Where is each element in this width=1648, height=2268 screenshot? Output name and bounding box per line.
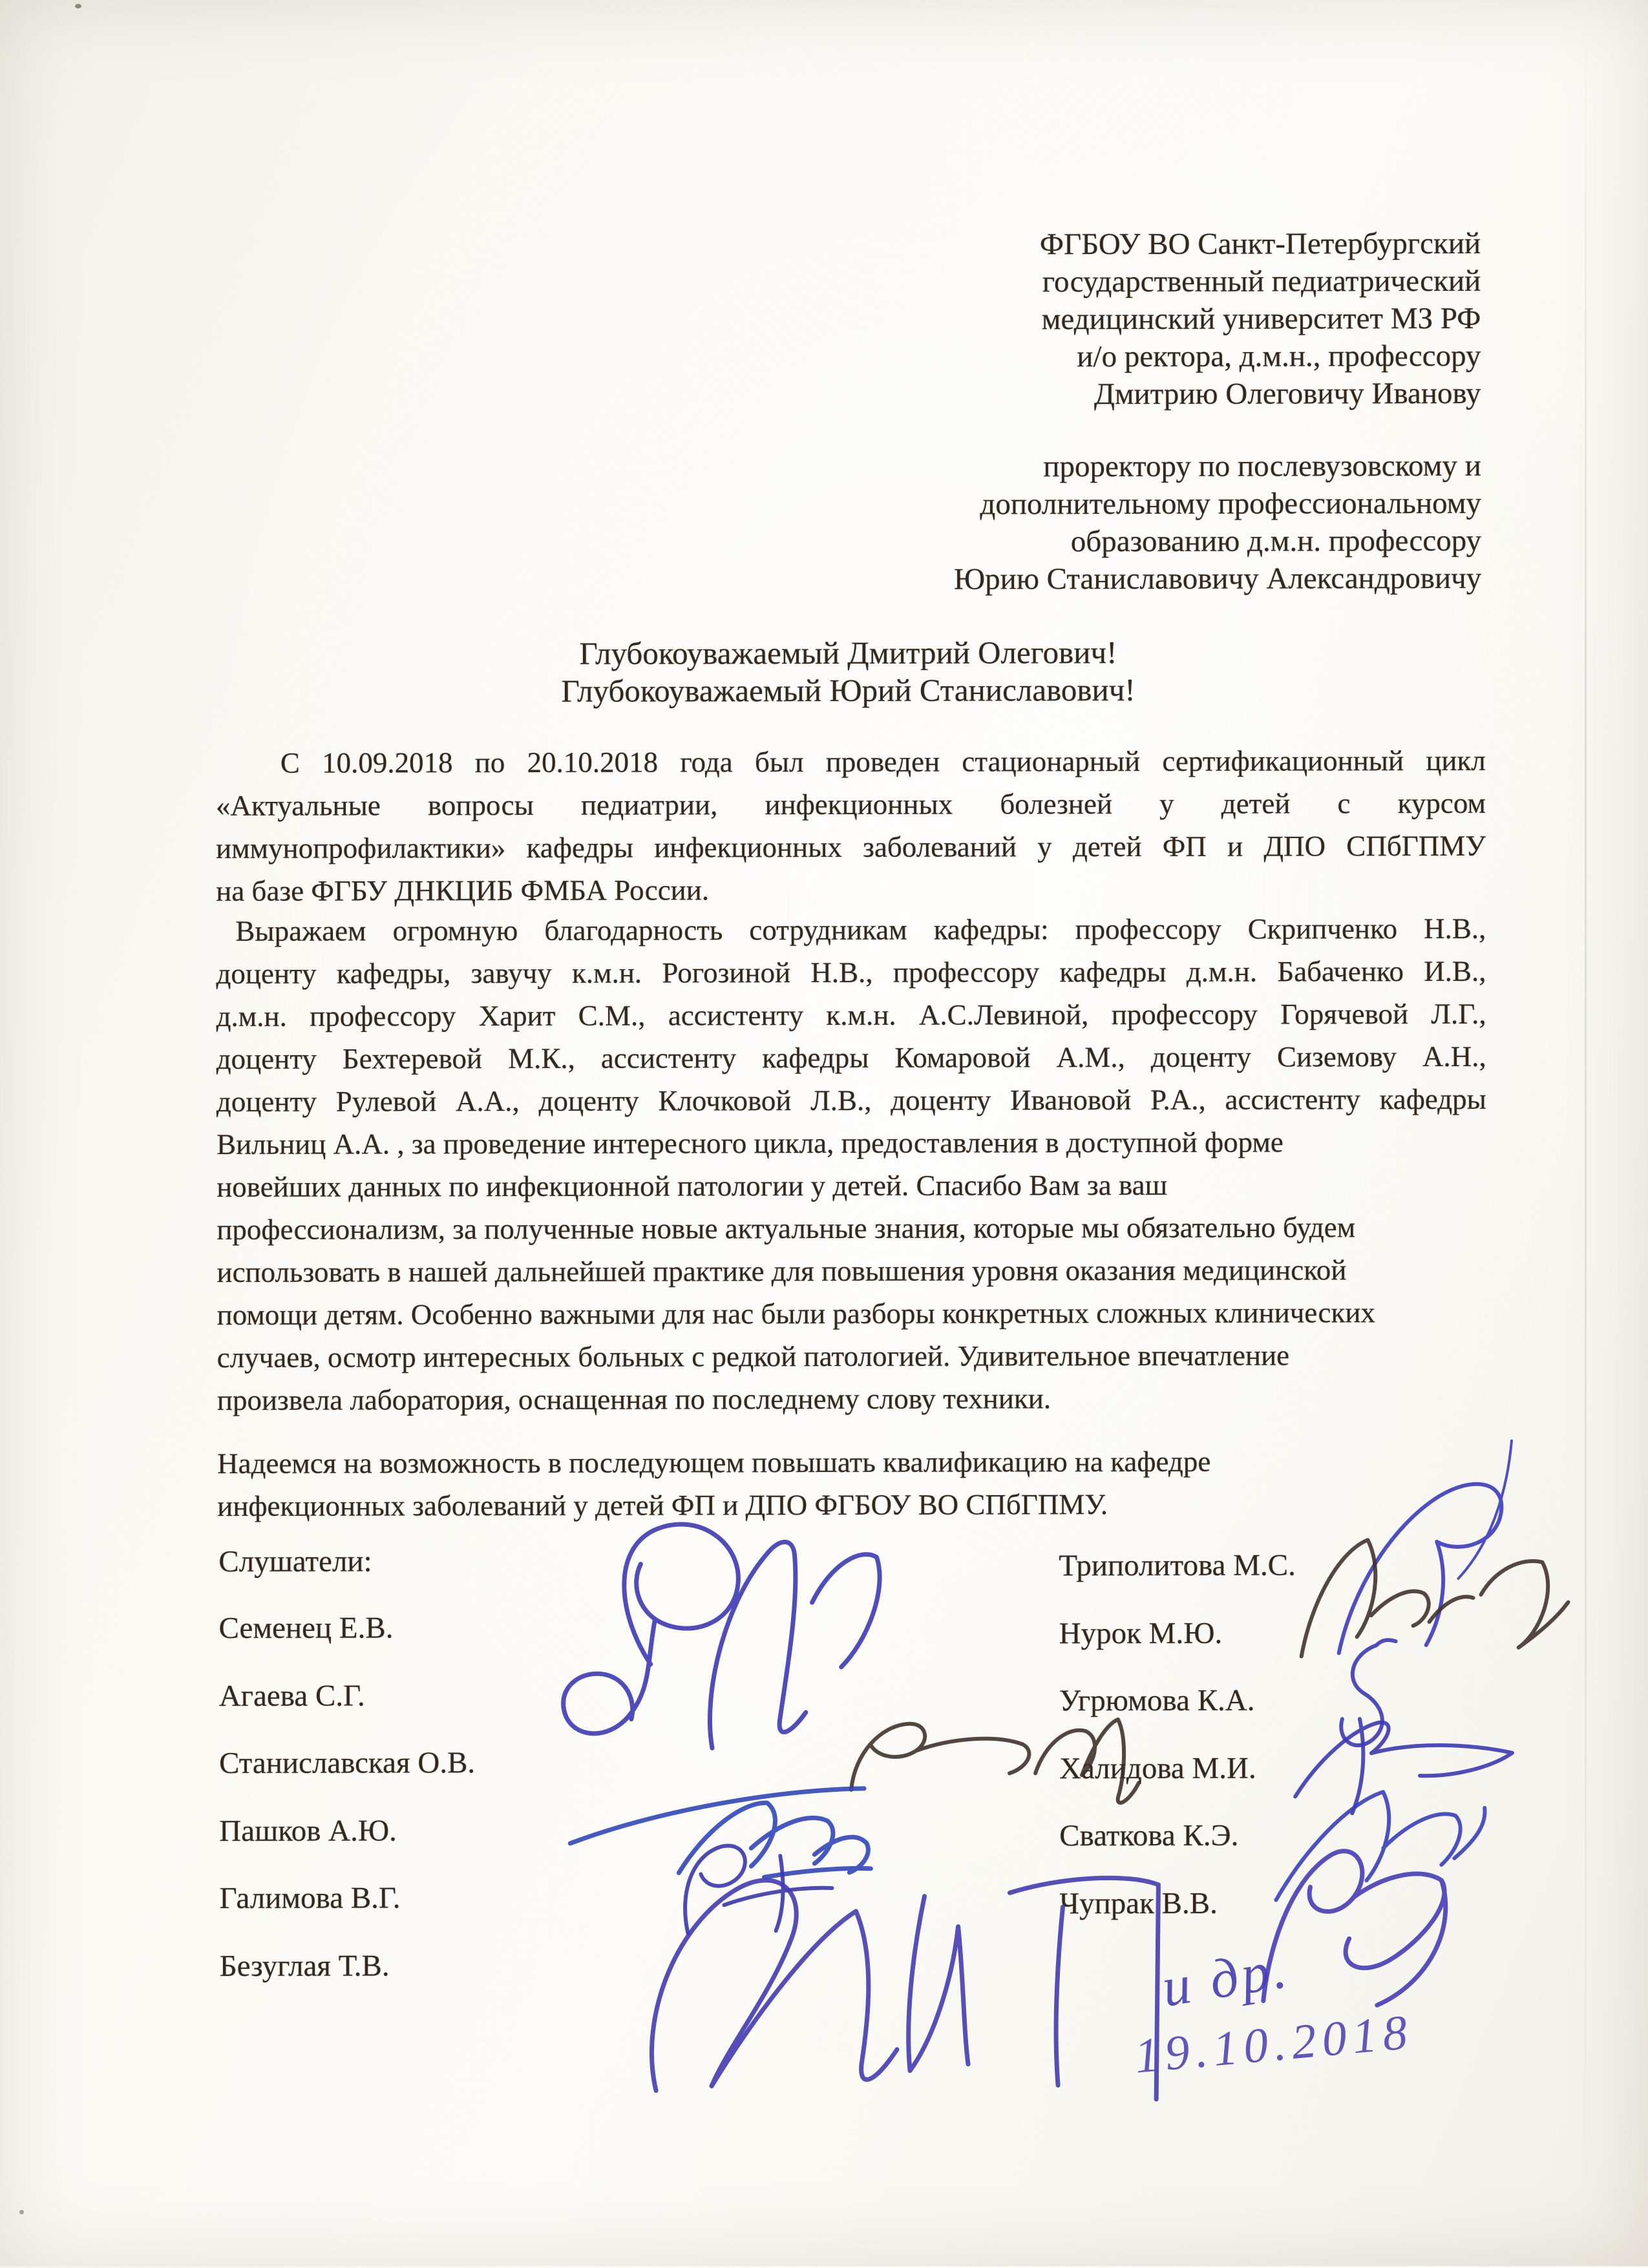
paper-crease (1585, 0, 1587, 2197)
salutation-line: Глубокоуважаемый Юрий Станиславович! (561, 671, 1136, 709)
body-line: на базе ФГБУ ДНКЦИБ ФМБА России. (216, 874, 710, 907)
signatory-name: Семенец Е.В. (218, 1611, 394, 1645)
signatories-left-column (218, 1594, 475, 2000)
recipient-block-primary (899, 225, 1481, 414)
signatory-name: Станиславская О.В. (218, 1746, 476, 1780)
recipient-line: медицинский университет МЗ РФ (1041, 301, 1481, 337)
recipient-line: образованию д.м.н. профессору (1070, 523, 1482, 559)
recipient-line: дополнительному профессиональному (980, 486, 1482, 521)
scan-speck (75, 4, 81, 8)
scan-speck (19, 2210, 24, 2214)
recipient-line: Юрию Станиславовичу Александровичу (953, 561, 1482, 596)
signatory-name: Сваткова К.Э. (1059, 1818, 1239, 1853)
handwritten-date: 19.10.2018 (1132, 2004, 1415, 2084)
signature-pashkov (570, 1789, 871, 1878)
body-line: доценту Бехтеревой М.К., ассистенту кафедры Комаровой А.М., доценту Сиземову А.Н., (216, 1040, 1486, 1075)
body-line: помощи детям. Особенно важными для нас были разборы конкретных сложных клинических (217, 1296, 1375, 1331)
body-line: Надеемся на возможность в последующем повышать квалификацию на кафедре (217, 1445, 1211, 1480)
handwritten-etal-note: и др. (1157, 1937, 1294, 2019)
signatory-name: Чупрак В.В. (1059, 1886, 1218, 1920)
signatories-right-column (1059, 1531, 1296, 1937)
signature-nurok (1301, 1540, 1568, 1657)
recipient-line: ФГБОУ ВО Санкт-Петербургский (1039, 226, 1481, 262)
signatory-name: Пашков А.Ю. (219, 1813, 397, 1848)
paragraph-hope (217, 1440, 1487, 1528)
body-line: новейших данных по инфекционной патологии у детей. Спасибо Вам за ваш (217, 1168, 1168, 1203)
paragraph-gratitude (216, 907, 1487, 1422)
signature-galimova (685, 1845, 832, 1933)
signatory-name: Угрюмова К.А. (1059, 1683, 1255, 1718)
body-line: доценту Рулевой А.А., доценту Клочковой Л.В., доценту Ивановой Р.А., ассистенту кафедры (216, 1082, 1486, 1118)
salutation (215, 633, 1481, 711)
recipient-line: Дмитрию Олеговичу Иванову (1093, 376, 1481, 412)
listeners-label: Слушатели: (218, 1544, 372, 1579)
body-line: произвела лаборатория, оснащенная по последнему слову техники. (217, 1382, 1051, 1416)
recipient-line: и/о ректора, д.м.н., профессору (1077, 339, 1481, 374)
body-line: Вильниц А.А. , за проведение интересного цикла, предоставления в доступной форме (216, 1126, 1284, 1160)
signatory-name: Триполитова М.С. (1059, 1548, 1296, 1583)
signature-svatkova (1276, 1792, 1485, 1900)
body-line: инфекционных заболеваний у детей ФП и ДПО ФГБОУ ВО СПбГПМУ. (217, 1488, 1108, 1522)
recipient-line: государственный педиатрический (1042, 264, 1481, 299)
body-line: профессионализм, за полученные новые актуальные знания, которые мы обязательно будем (217, 1211, 1356, 1246)
salutation-line: Глубокоуважаемый Дмитрий Олегович! (579, 635, 1117, 671)
body-line: д.м.н. профессору Харит С.М., ассистенту к.м.н. А.С.Левиной, профессору Горячевой Л.Г., (216, 997, 1486, 1033)
signatory-name: Безуглая Т.В. (219, 1948, 390, 1983)
body-line: С 10.09.2018 по 20.10.2018 года был проведен стационарный сертификационный цикл (280, 744, 1486, 779)
body-line: иммунопрофилактики» кафедры инфекционных заболеваний у детей ФП и ДПО СПбГПМУ (216, 829, 1486, 865)
signatory-name: Нурок М.Ю. (1059, 1616, 1223, 1650)
body-line: случаев, осмотр интересных больных с редкой патологией. Удивительное впечатление (217, 1339, 1290, 1374)
paragraph-course-dates (216, 739, 1486, 912)
signatory-name: Галимова В.Г. (219, 1881, 401, 1915)
signature-khalidova (1295, 1719, 1512, 1814)
body-line: Выражаем огромную благодарность сотрудникам кафедры: профессору Скрипченко Н.В., (235, 912, 1486, 947)
signatory-name: Агаева С.Г. (218, 1678, 365, 1713)
recipient-line: проректору по послевузовскому и (1043, 448, 1481, 484)
body-line: использовать в нашей дальнейшей практике для повышения уровня оказания медицинской (217, 1254, 1347, 1288)
body-line: доценту кафедры, завучу к.м.н. Рогозиной Н.В., профессору кафедры д.м.н. Бабаченко И.В., (216, 954, 1486, 990)
body-line: «Актуальные вопросы педиатрии, инфекционных болезней у детей с курсом (215, 786, 1486, 822)
signature-ugryumova (1341, 1640, 1396, 1745)
signatory-name: Халидова М.И. (1059, 1751, 1256, 1785)
recipient-block-secondary (900, 447, 1481, 598)
signature-semenets-agaeva (563, 1524, 880, 1748)
